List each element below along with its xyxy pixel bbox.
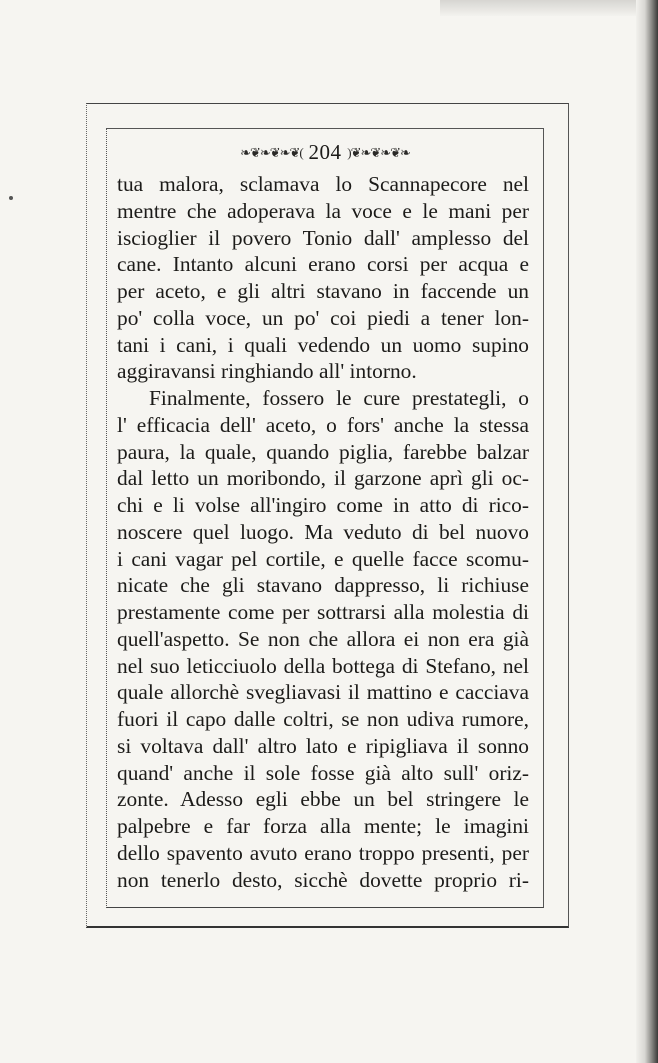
- text-line: dello spavento avuto erano troppo presenti, per: [117, 840, 529, 865]
- text-line: chi e li volse all'ingiro come in atto di rico-: [117, 493, 529, 517]
- text-line: non tenerlo desto, sicchè dovette proprio ri-: [117, 867, 529, 892]
- page-top-shadow: [440, 0, 658, 16]
- text-line: per aceto, e gli altri stavano in faccende un: [117, 279, 529, 303]
- text-line: paura, la quale, quando piglia, farebbe balzar: [117, 439, 529, 464]
- text-line: mentre che adoperava la voce e le mani per: [117, 198, 529, 223]
- text-line: noscere quel luogo. Ma veduto di bel nuovo: [117, 519, 529, 544]
- text-line: quell'aspetto. Se non che allora ei non era già: [117, 626, 529, 651]
- text-line: quale allorchè svegliavasi il mattino e cacciava: [117, 680, 529, 705]
- ornament-left-icon: ❧❦❧❦❧❦(: [240, 145, 303, 160]
- text-line: zonte. Adesso egli ebbe un bel stringere le: [117, 787, 529, 812]
- text-line: quand' anche il sole fosse già alto sull' oriz-: [117, 760, 529, 785]
- text-line: prestamente come per sottrarsi alla molestia di: [117, 600, 529, 624]
- text-line: si voltava dall' altro lato e ripigliava il sonno: [117, 733, 529, 758]
- text-line: i cani vagar pel cortile, e quelle facce scomu-: [117, 546, 529, 571]
- text-line: nel suo leticciuolo della bottega di Stefano, nel: [117, 653, 529, 678]
- text-line: iscioglier il povero Tonio dall' amplesso del: [117, 225, 529, 250]
- page-binding-edge: [636, 0, 658, 1063]
- text-line: dal letto un moribondo, il garzone aprì gli oc-: [117, 466, 529, 491]
- text-line: palpebre e far forza alla mente; le imagini: [117, 814, 529, 838]
- text-line: fuori il capo dalle coltri, se non udiva rumore,: [117, 707, 529, 731]
- ornament-right-icon: )❦❧❦❧❦❧: [347, 145, 410, 160]
- ink-speck: [9, 196, 13, 200]
- running-header: [116, 140, 534, 165]
- text-line: l' efficacia dell' aceto, o fors' anche la stessa: [117, 412, 529, 437]
- text-line: nicate che gli stavano dappresso, li richiuse: [117, 573, 529, 598]
- text-line: aggiravansi ringhiando all' intorno.: [117, 359, 417, 384]
- page-number: 204: [308, 140, 342, 164]
- text-line: cane. Intanto alcuni erano corsi per acqua e: [117, 252, 529, 277]
- text-line: tani i cani, i quali vedendo un uomo supino: [117, 332, 529, 357]
- text-line: tua malora, sclamava lo Scannapecore nel: [117, 172, 529, 196]
- body-text: [117, 171, 529, 893]
- text-line: po' colla voce, un po' coi piedi a tener lon-: [117, 305, 529, 330]
- text-line: Finalmente, fossero le cure prestategli, o: [149, 386, 529, 410]
